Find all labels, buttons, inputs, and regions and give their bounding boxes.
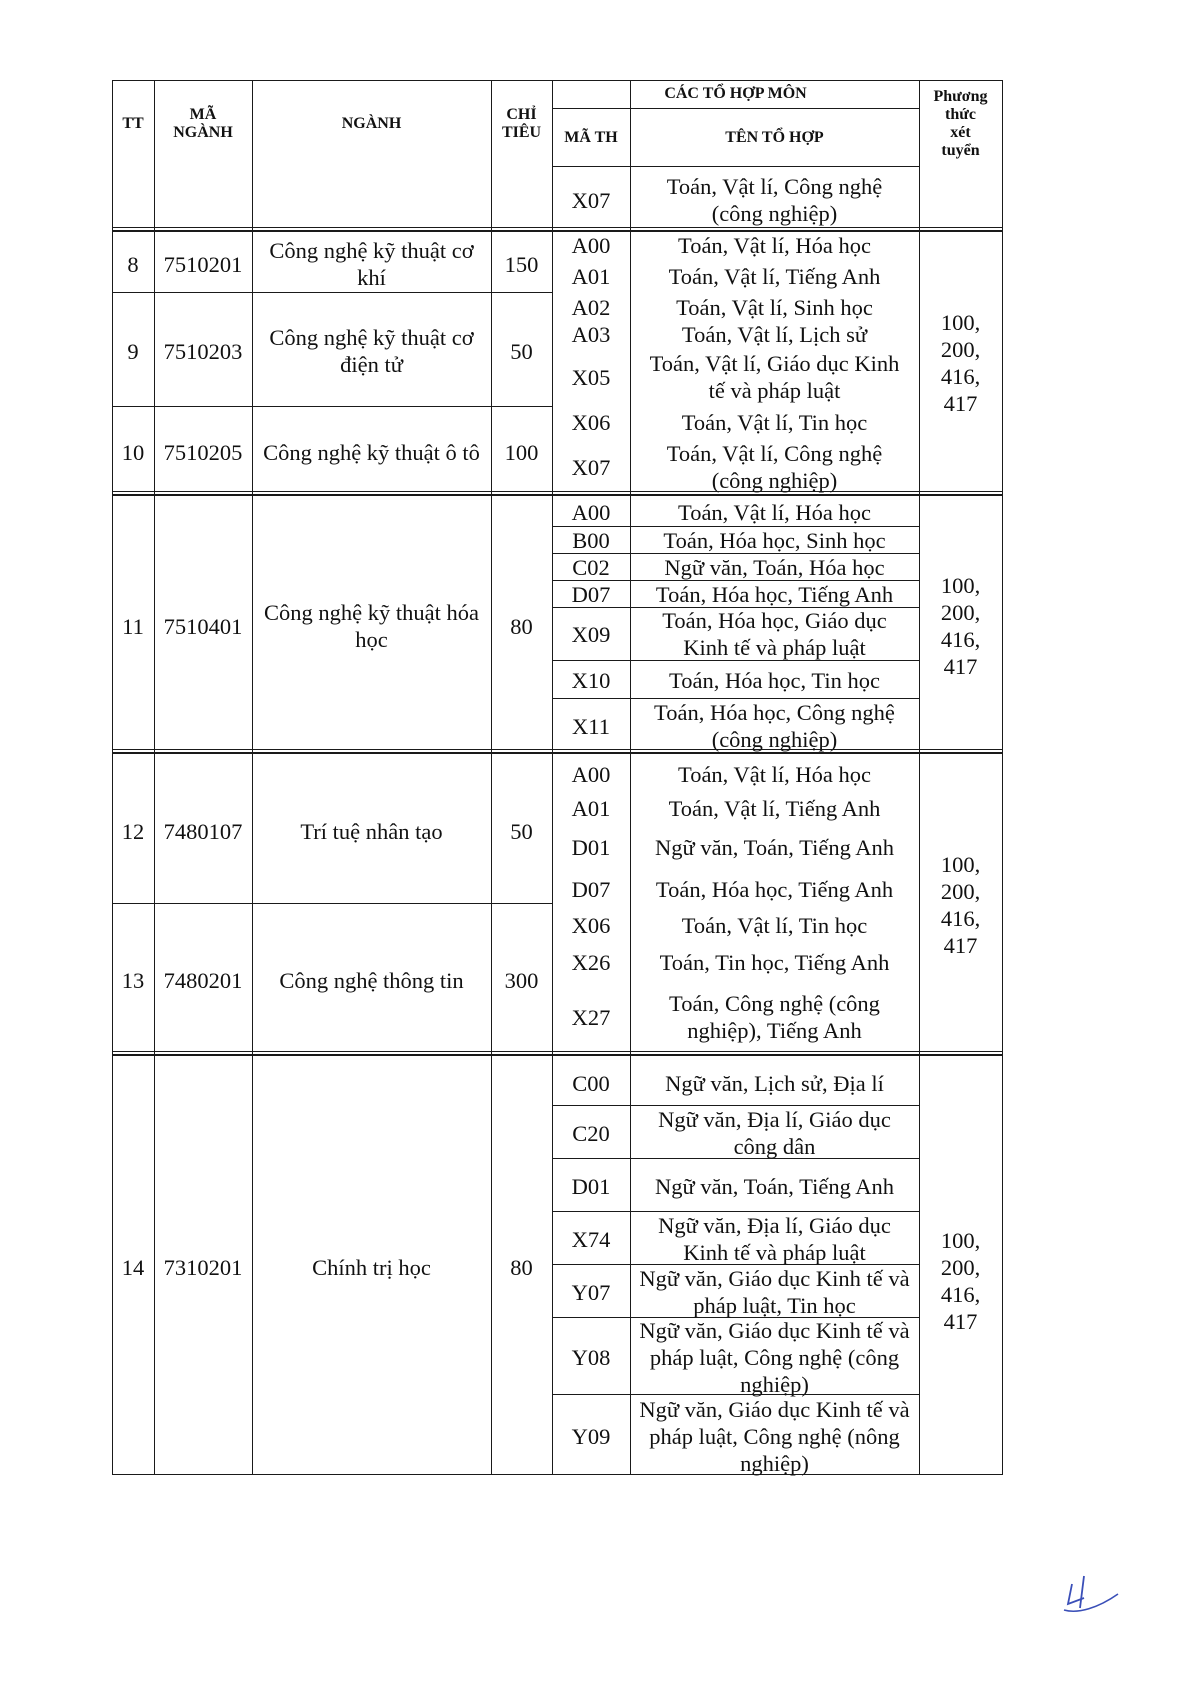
combo-code: B00 bbox=[572, 527, 610, 553]
header-ma-th: MÃ TH bbox=[564, 129, 618, 146]
table-rule bbox=[552, 166, 920, 167]
combo-name: Toán, Hóa học, Sinh học bbox=[663, 527, 886, 553]
admission-methods: 100, 200, 416, 417 bbox=[940, 852, 981, 958]
combo-code: D07 bbox=[571, 581, 611, 607]
combo-code: A03 bbox=[571, 321, 611, 347]
combo-name: Ngữ văn, Lịch sử, Địa lí bbox=[665, 1070, 884, 1096]
major-code: 7310201 bbox=[163, 1254, 243, 1280]
combo-code: X26 bbox=[571, 949, 611, 975]
major-quota: 80 bbox=[510, 1254, 533, 1280]
combo-name: Toán, Hóa học, Tin học bbox=[669, 667, 880, 693]
combo-code: X07 bbox=[571, 454, 611, 480]
major-name: Công nghệ kỹ thuật cơ điện tử bbox=[269, 325, 474, 377]
combo-name: Toán, Vật lí, Hóa học bbox=[678, 232, 871, 258]
combo-code: X10 bbox=[571, 667, 611, 693]
combo-code: Y07 bbox=[571, 1279, 611, 1305]
major-name: Công nghệ kỹ thuật hóa học bbox=[264, 600, 479, 652]
major-name: Chính trị học bbox=[312, 1254, 431, 1280]
combo-name: Toán, Vật lí, Tin học bbox=[681, 912, 868, 938]
combo-code: A00 bbox=[571, 761, 611, 787]
table-rule bbox=[112, 1051, 1003, 1052]
combo-code: Y09 bbox=[571, 1423, 611, 1449]
combo-name: Toán, Vật lí, Công nghệ (công nghiệp) bbox=[666, 441, 883, 493]
combo-name: Toán, Vật lí, Hóa học bbox=[678, 761, 871, 787]
combo-code: X07 bbox=[571, 187, 611, 213]
combo-code: X05 bbox=[571, 364, 611, 390]
combo-name: Toán, Tin học, Tiếng Anh bbox=[659, 949, 890, 975]
combo-name: Toán, Vật lí, Giáo dục Kinh tế và pháp luật bbox=[649, 351, 900, 403]
combo-name: Toán, Hóa học, Giáo dục Kinh tế và pháp luật bbox=[662, 608, 887, 660]
combo-code: C00 bbox=[572, 1070, 610, 1096]
table-rule bbox=[112, 80, 1003, 81]
combo-code: X06 bbox=[571, 409, 611, 435]
combo-code: X06 bbox=[571, 912, 611, 938]
combo-code: D01 bbox=[571, 834, 611, 860]
combo-code: C20 bbox=[572, 1120, 610, 1146]
combo-name: Ngữ văn, Địa lí, Giáo dục công dân bbox=[658, 1107, 891, 1159]
combo-name: Ngữ văn, Toán, Hóa học bbox=[664, 554, 885, 580]
major-quota: 100 bbox=[504, 439, 539, 465]
combo-code: Y08 bbox=[571, 1344, 611, 1370]
table-rule bbox=[112, 406, 553, 407]
table-rule bbox=[112, 903, 553, 904]
major-code: 7510205 bbox=[163, 439, 243, 465]
combo-code: A00 bbox=[571, 499, 611, 525]
combo-code: D01 bbox=[571, 1173, 611, 1199]
combo-code: X09 bbox=[571, 621, 611, 647]
combo-code: D07 bbox=[571, 876, 611, 902]
major-tt: 13 bbox=[121, 967, 145, 993]
major-tt: 10 bbox=[121, 439, 145, 465]
major-tt: 12 bbox=[121, 818, 145, 844]
header-ten-to-hop: TÊN TỔ HỢP bbox=[725, 129, 824, 146]
major-code: 7510401 bbox=[163, 613, 243, 639]
signature-mark bbox=[1058, 1564, 1122, 1620]
combo-name: Ngữ văn, Giáo dục Kinh tế và pháp luật, Công nghệ (nông nghiệp) bbox=[639, 1396, 910, 1476]
header-ma-nganh: MÃ NGÀNH bbox=[173, 106, 233, 141]
combo-name: Toán, Hóa học, Công nghệ (công nghiệp) bbox=[654, 700, 895, 752]
combo-name: Toán, Vật lí, Sinh học bbox=[676, 294, 873, 320]
combo-name: Toán, Vật lí, Hóa học bbox=[678, 499, 871, 525]
major-code: 7510201 bbox=[163, 251, 243, 277]
table-rule bbox=[112, 1054, 1003, 1056]
combo-name: Toán, Công nghệ (công nghiệp), Tiếng Anh bbox=[669, 991, 880, 1043]
combo-name: Toán, Vật lí, Tiếng Anh bbox=[668, 263, 881, 289]
table-rule bbox=[552, 108, 920, 109]
combo-code: A00 bbox=[571, 232, 611, 258]
combo-name: Toán, Vật lí, Tiếng Anh bbox=[668, 795, 881, 821]
combo-code: A01 bbox=[571, 795, 611, 821]
combo-name: Ngữ văn, Địa lí, Giáo dục Kinh tế và pháp luật bbox=[658, 1213, 891, 1265]
admission-methods: 100, 200, 416, 417 bbox=[940, 1228, 981, 1334]
major-name: Trí tuệ nhân tạo bbox=[300, 818, 443, 844]
header-chi-tieu: CHỈ TIÊU bbox=[501, 106, 542, 141]
major-tt: 11 bbox=[122, 613, 144, 639]
major-code: 7510203 bbox=[163, 338, 243, 364]
major-code: 7480201 bbox=[163, 967, 243, 993]
combo-name: Toán, Hóa học, Tiếng Anh bbox=[655, 876, 894, 902]
combo-code: A02 bbox=[571, 294, 611, 320]
admission-methods: 100, 200, 416, 417 bbox=[940, 310, 981, 416]
major-tt: 9 bbox=[127, 338, 139, 364]
combo-code: C02 bbox=[572, 554, 610, 580]
combo-name: Toán, Vật lí, Lịch sử bbox=[681, 321, 868, 347]
combo-name: Ngữ văn, Giáo dục Kinh tế và pháp luật, Tin học bbox=[639, 1266, 910, 1318]
major-quota: 50 bbox=[510, 818, 533, 844]
major-tt: 14 bbox=[121, 1254, 145, 1280]
major-quota: 80 bbox=[510, 613, 533, 639]
major-quota: 50 bbox=[510, 338, 533, 364]
major-quota: 150 bbox=[504, 251, 539, 277]
combo-name: Ngữ văn, Toán, Tiếng Anh bbox=[655, 1173, 894, 1199]
combo-name: Ngữ văn, Giáo dục Kinh tế và pháp luật, Công nghệ (công nghiệp) bbox=[639, 1317, 910, 1397]
combo-code: X11 bbox=[572, 713, 610, 739]
header-nganh: NGÀNH bbox=[341, 115, 402, 132]
table-rule bbox=[1002, 80, 1003, 1474]
admission-methods: 100, 200, 416, 417 bbox=[940, 573, 981, 679]
combo-code: A01 bbox=[571, 263, 611, 289]
combo-name: Ngữ văn, Toán, Tiếng Anh bbox=[655, 834, 894, 860]
header-cac-to-hop: CÁC TỔ HỢP MÔN bbox=[664, 85, 807, 102]
major-name: Công nghệ thông tin bbox=[279, 967, 464, 993]
major-quota: 300 bbox=[504, 967, 539, 993]
combo-code: X74 bbox=[571, 1226, 611, 1252]
major-name: Công nghệ kỹ thuật ô tô bbox=[263, 439, 480, 465]
combo-name: Toán, Vật lí, Tin học bbox=[681, 409, 868, 435]
table-rule bbox=[112, 292, 553, 293]
table-rule bbox=[112, 494, 1003, 496]
header-phuong-thuc: Phương thức xét tuyển bbox=[933, 88, 988, 159]
header-tt: TT bbox=[122, 115, 144, 132]
table-rule bbox=[112, 227, 1003, 228]
major-tt: 8 bbox=[127, 251, 139, 277]
combo-code: X27 bbox=[571, 1004, 611, 1030]
major-name: Công nghệ kỹ thuật cơ khí bbox=[269, 238, 474, 290]
combo-name: Toán, Vật lí, Công nghệ (công nghiệp) bbox=[666, 174, 883, 226]
combo-name: Toán, Hóa học, Tiếng Anh bbox=[655, 581, 894, 607]
major-code: 7480107 bbox=[163, 818, 243, 844]
